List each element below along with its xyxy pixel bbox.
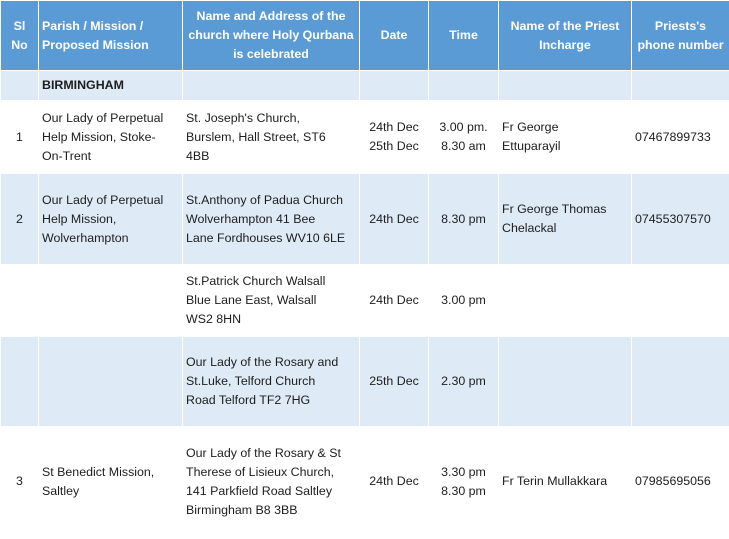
sl-no-cell: 1: [1, 101, 39, 174]
sl-no-cell: [1, 265, 39, 337]
date-cell: 24th Dec 25th Dec: [360, 101, 429, 174]
parish-cell: [39, 337, 183, 427]
table-row: [1, 265, 729, 337]
priest-cell: [499, 337, 632, 427]
header-sl-no: Sl No: [1, 1, 39, 71]
header-row: [1, 1, 729, 71]
priest-cell: Fr George Ettuparayil: [499, 101, 632, 174]
header-phone: Priests's phone number: [632, 1, 729, 71]
sl-no-cell: [1, 337, 39, 427]
table-row: [1, 174, 729, 265]
time-cell: 3.00 pm. 8.30 am: [429, 101, 499, 174]
priest-cell: Fr George Thomas Chelackal: [499, 174, 632, 265]
date-cell: 25th Dec: [360, 337, 429, 427]
parish-cell: Our Lady of Perpetual Help Mission, Stoke- On-Trent: [39, 101, 183, 174]
time-cell: 8.30 pm: [429, 174, 499, 265]
table-row: [1, 427, 729, 537]
phone-cell: 07467899733: [632, 101, 729, 174]
address-cell: Our Lady of the Rosary and St.Luke, Telford Church Road Telford TF2 7HG: [183, 337, 360, 427]
priest-cell: Fr Terin Mullakkara: [499, 427, 632, 537]
priest-cell: [499, 265, 632, 337]
address-cell: Our Lady of the Rosary & St Therese of Lisieux Church, 141 Parkfield Road Saltley Birmingham B8 3BB: [183, 427, 360, 537]
header-priest: Name of the Priest Incharge: [499, 1, 632, 71]
table-row: [1, 337, 729, 427]
sl-no-cell: 3: [1, 427, 39, 537]
time-cell: 2.30 pm: [429, 337, 499, 427]
phone-cell: [632, 265, 729, 337]
address-cell: St.Patrick Church Walsall Blue Lane East, Walsall WS2 8HN: [183, 265, 360, 337]
parish-cell: Our Lady of Perpetual Help Mission, Wolverhampton: [39, 174, 183, 265]
phone-cell: [632, 337, 729, 427]
address-cell: St. Joseph's Church, Burslem, Hall Street, ST6 4BB: [183, 101, 360, 174]
parish-cell: St Benedict Mission, Saltley: [39, 427, 183, 537]
sl-no-cell: 2: [1, 174, 39, 265]
phone-cell: 07455307570: [632, 174, 729, 265]
region-label: BIRMINGHAM: [39, 71, 183, 101]
region-row: [1, 71, 729, 101]
phone-cell: 07985695056: [632, 427, 729, 537]
address-cell: St.Anthony of Padua Church Wolverhampton 41 Bee Lane Fordhouses WV10 6LE: [183, 174, 360, 265]
time-cell: 3.00 pm: [429, 265, 499, 337]
parish-cell: [39, 265, 183, 337]
table-row: [1, 101, 729, 174]
date-cell: 24th Dec: [360, 174, 429, 265]
date-cell: 24th Dec: [360, 265, 429, 337]
header-parish: Parish / Mission / Proposed Mission: [39, 1, 183, 71]
header-address: Name and Address of the church where Holy Qurbana is celebrated: [183, 1, 360, 71]
time-cell: 3.30 pm 8.30 pm: [429, 427, 499, 537]
date-cell: 24th Dec: [360, 427, 429, 537]
header-date: Date: [360, 1, 429, 71]
header-time: Time: [429, 1, 499, 71]
